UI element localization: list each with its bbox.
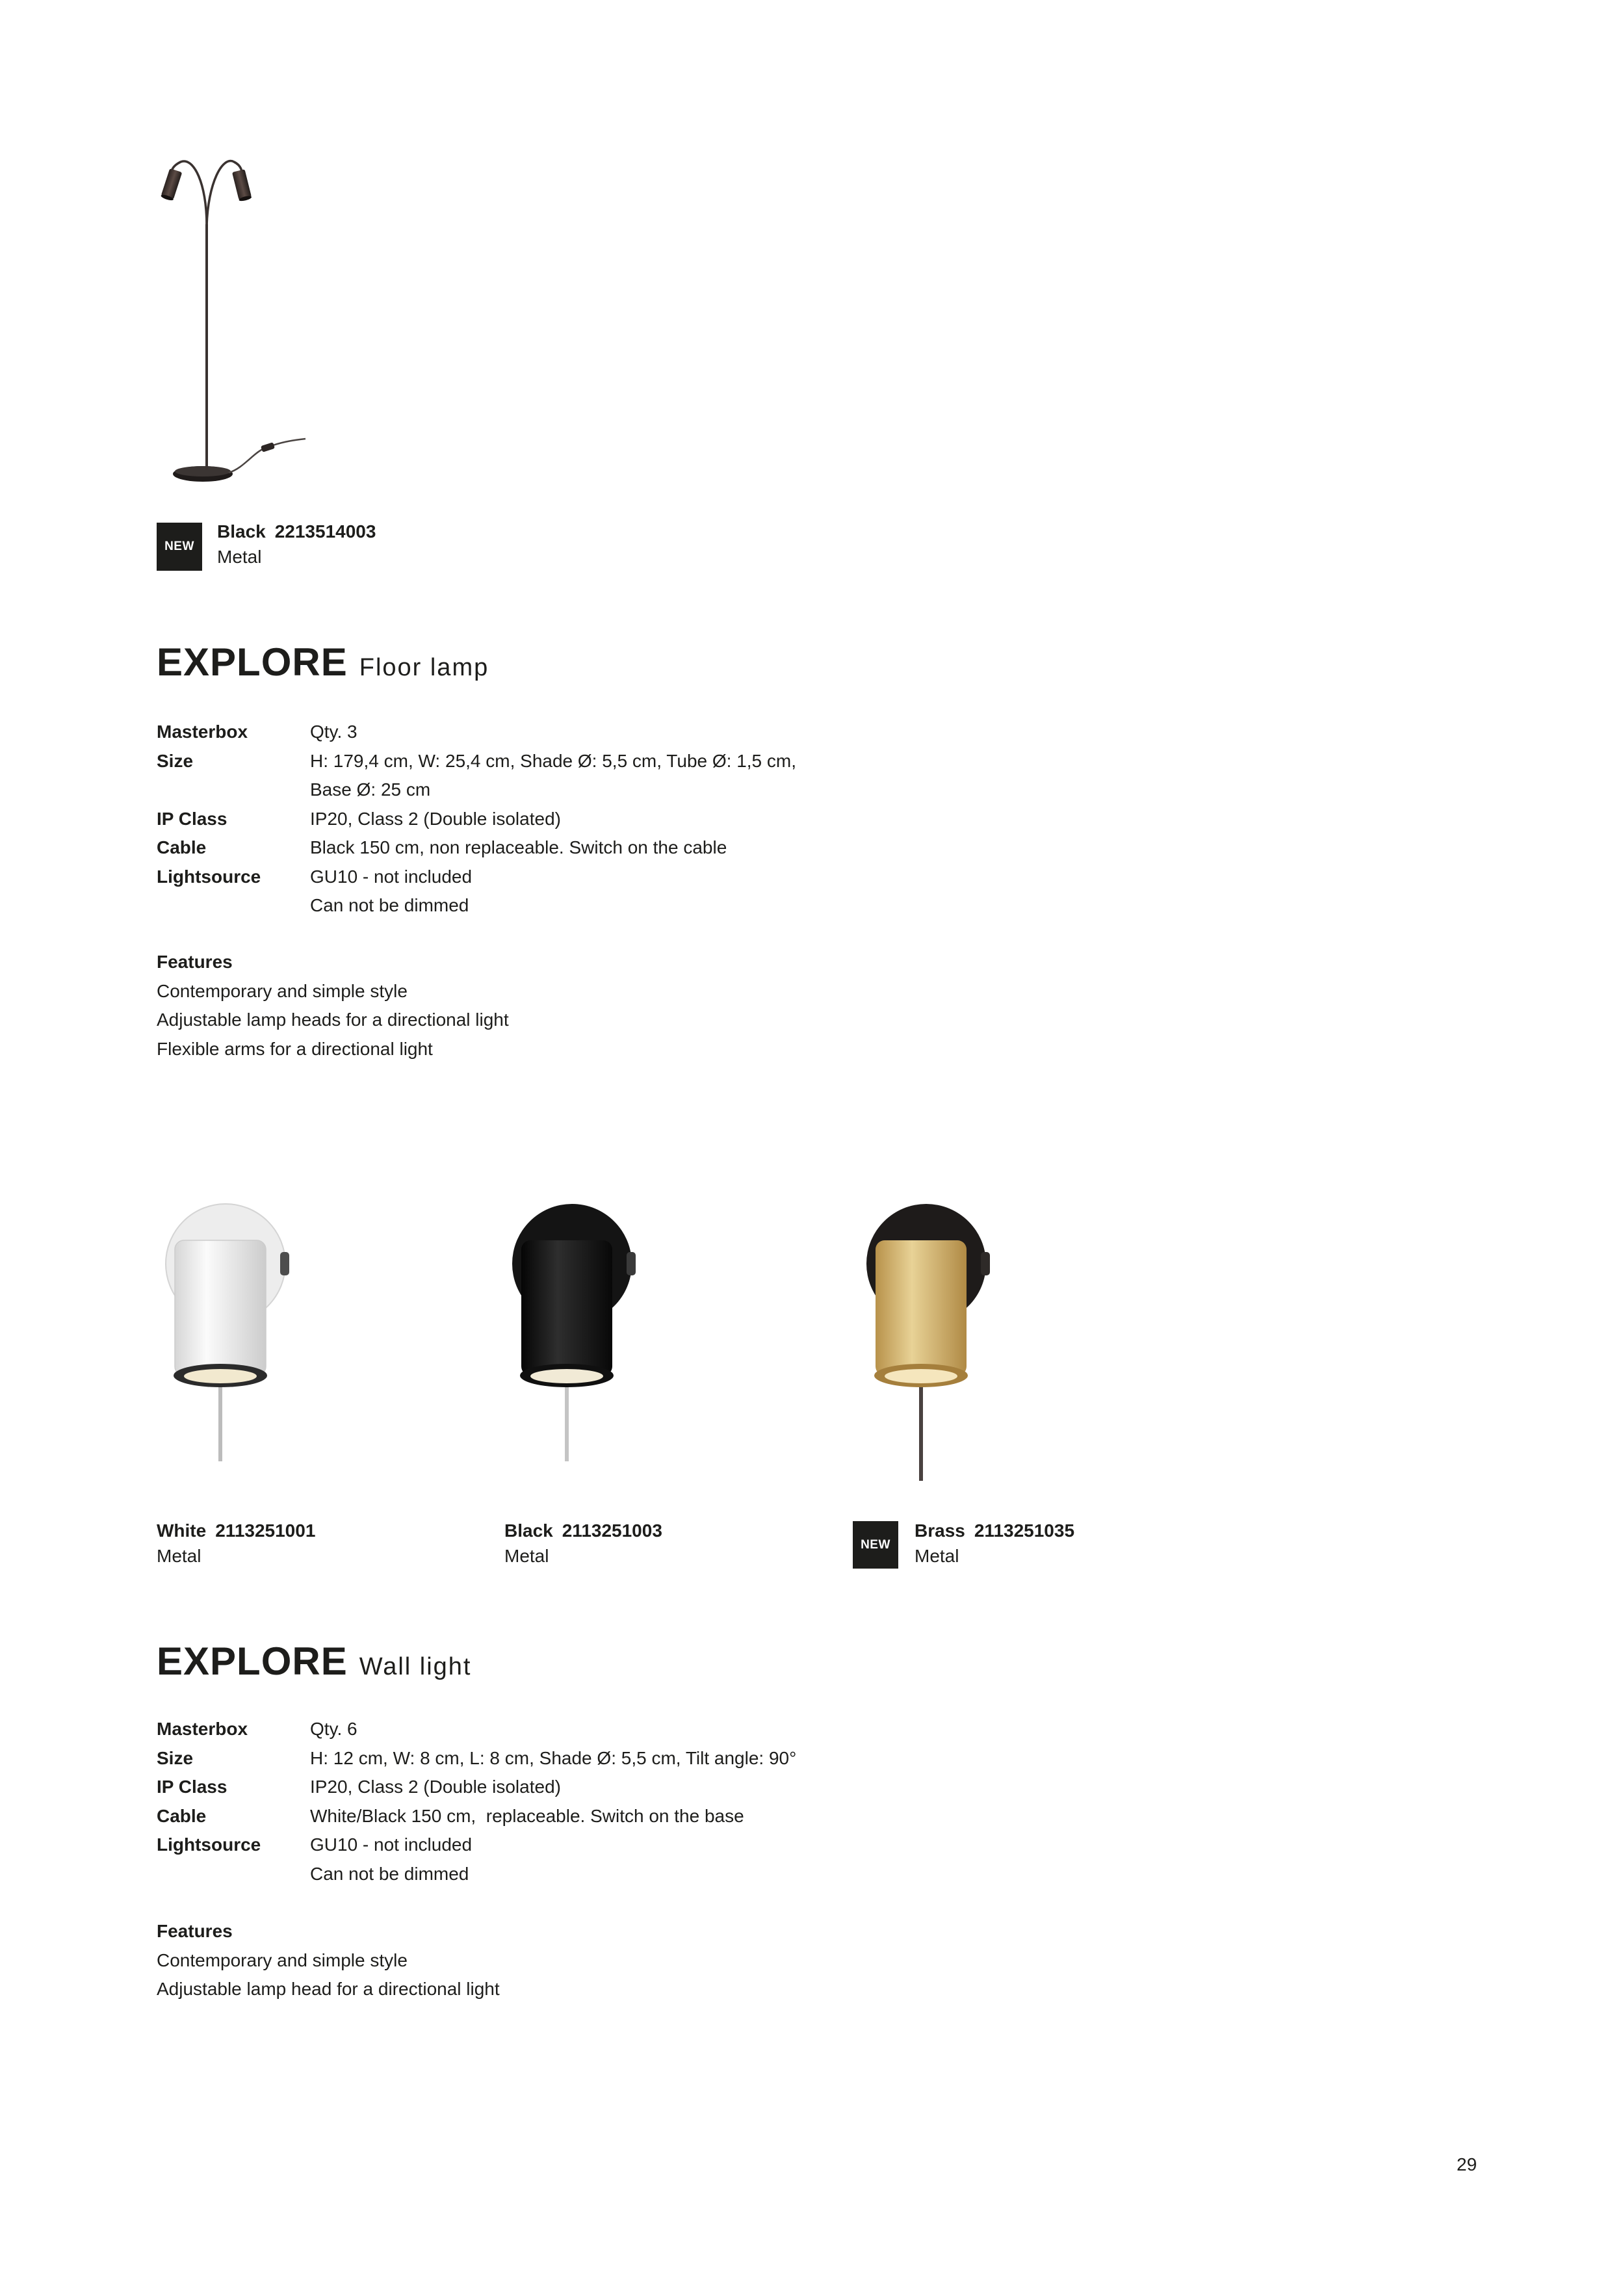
- product-heading: [157, 639, 489, 691]
- light-glow: [184, 1369, 257, 1383]
- spec-label: Lightsource: [157, 1834, 261, 1855]
- variant-color: White: [157, 1520, 207, 1541]
- variant-color: Black: [217, 521, 266, 541]
- spec-label: Masterbox: [157, 1719, 248, 1739]
- variant-title: [504, 1518, 662, 1543]
- spec-label: Size: [157, 1747, 194, 1768]
- lamp-head-left: [161, 168, 183, 202]
- spec-value: White/Black 150 cm, replaceable. Switch on the base: [310, 1805, 744, 1826]
- feature-item: Adjustable lamp head for a directional light: [157, 1979, 500, 1999]
- product-heading: [157, 1638, 471, 1690]
- spec-table: [157, 718, 796, 920]
- product-name: EXPLORE: [157, 1639, 348, 1683]
- spec-row-cable: [157, 1802, 796, 1831]
- article-number: 2113251003: [562, 1520, 662, 1541]
- spec-label: Size: [157, 750, 194, 771]
- lamp-head-right: [232, 169, 252, 202]
- adjust-knob: [627, 1252, 636, 1275]
- spec-label: Cable: [157, 1805, 207, 1826]
- spec-value: Qty. 6: [310, 1719, 357, 1739]
- spec-label: Masterbox: [157, 722, 248, 742]
- spec-value: Black 150 cm, non replaceable. Switch on the cable: [310, 837, 727, 857]
- new-badge: NEW: [157, 523, 202, 571]
- lamp-shade: [175, 1240, 266, 1376]
- variant-caption: [217, 519, 376, 569]
- spec-value: Can not be dimmed: [310, 1863, 469, 1884]
- spec-label: Cable: [157, 837, 207, 857]
- light-glow: [530, 1369, 603, 1383]
- wall-light-black-image: [494, 1181, 689, 1493]
- wall-light-brass-image: [848, 1181, 1043, 1486]
- lamp-shade: [521, 1240, 612, 1376]
- cord-switch: [261, 442, 275, 452]
- spec-table: [157, 1715, 796, 1888]
- variant-material: Metal: [217, 547, 262, 567]
- article-number: 2113251035: [974, 1520, 1075, 1541]
- variant-color: Brass: [915, 1520, 965, 1541]
- spec-value: H: 12 cm, W: 8 cm, L: 8 cm, Shade Ø: 5,5 cm, Tilt angle: 90°: [310, 1747, 797, 1768]
- page-number: 29: [1457, 2154, 1477, 2174]
- variant-title: [915, 1518, 1074, 1543]
- features-list: [157, 1917, 500, 2004]
- spec-row-masterbox: [157, 1715, 796, 1744]
- feature-item: Flexible arms for a directional light: [157, 1038, 433, 1059]
- variant-caption-brass: [915, 1518, 1074, 1569]
- adjust-knob: [280, 1252, 289, 1275]
- spec-value: Qty. 3: [310, 722, 357, 742]
- floor-lamp-image: [155, 148, 332, 487]
- spec-label: IP Class: [157, 1777, 227, 1797]
- variant-material: Metal: [504, 1546, 549, 1566]
- feature-item: Adjustable lamp heads for a directional light: [157, 1010, 509, 1030]
- article-number: 2213514003: [274, 521, 376, 541]
- variant-caption-white: [157, 1518, 315, 1569]
- spec-label: Lightsource: [157, 866, 261, 887]
- features-title: Features: [157, 952, 233, 972]
- article-number: 2113251001: [215, 1520, 316, 1541]
- spec-row-lightsource: [157, 1831, 796, 1888]
- spec-row-ip-class: [157, 1773, 796, 1802]
- product-type: Floor lamp: [359, 654, 489, 681]
- light-glow: [885, 1369, 957, 1383]
- spec-value: IP20, Class 2 (Double isolated): [310, 808, 561, 829]
- spec-row-masterbox: [157, 718, 796, 747]
- lamp-cord: [229, 439, 305, 473]
- product-type: Wall light: [359, 1653, 472, 1680]
- features-list: [157, 948, 509, 1063]
- feature-item: Contemporary and simple style: [157, 980, 408, 1001]
- wall-light-white-image: [148, 1181, 343, 1493]
- variant-title: [157, 1518, 315, 1543]
- spec-value: H: 179,4 cm, W: 25,4 cm, Shade Ø: 5,5 cm, Tube Ø: 1,5 cm,: [310, 750, 797, 771]
- lamp-base-top: [175, 466, 231, 476]
- variant-material: Metal: [157, 1546, 201, 1566]
- feature-item: Contemporary and simple style: [157, 1950, 408, 1970]
- spec-row-ip-class: [157, 805, 796, 834]
- spec-value: Base Ø: 25 cm: [310, 779, 431, 800]
- variant-color: Black: [504, 1520, 553, 1541]
- lamp-shade: [876, 1240, 967, 1376]
- spec-label: IP Class: [157, 808, 227, 829]
- product-name: EXPLORE: [157, 640, 348, 684]
- spec-row-size: [157, 747, 796, 805]
- adjust-knob: [981, 1252, 990, 1275]
- features-title: Features: [157, 1921, 233, 1941]
- spec-row-size: [157, 1744, 796, 1773]
- spec-value: GU10 - not included: [310, 1834, 473, 1855]
- spec-value: Can not be dimmed: [310, 895, 469, 915]
- lamp-arm-right: [207, 161, 242, 226]
- spec-value: GU10 - not included: [310, 866, 473, 887]
- spec-row-lightsource: [157, 863, 796, 920]
- variant-material: Metal: [915, 1546, 959, 1566]
- new-badge: NEW: [853, 1521, 898, 1569]
- variant-caption-black: [504, 1518, 662, 1569]
- variant-title: [217, 519, 376, 544]
- spec-value: IP20, Class 2 (Double isolated): [310, 1777, 561, 1797]
- spec-row-cable: [157, 833, 796, 863]
